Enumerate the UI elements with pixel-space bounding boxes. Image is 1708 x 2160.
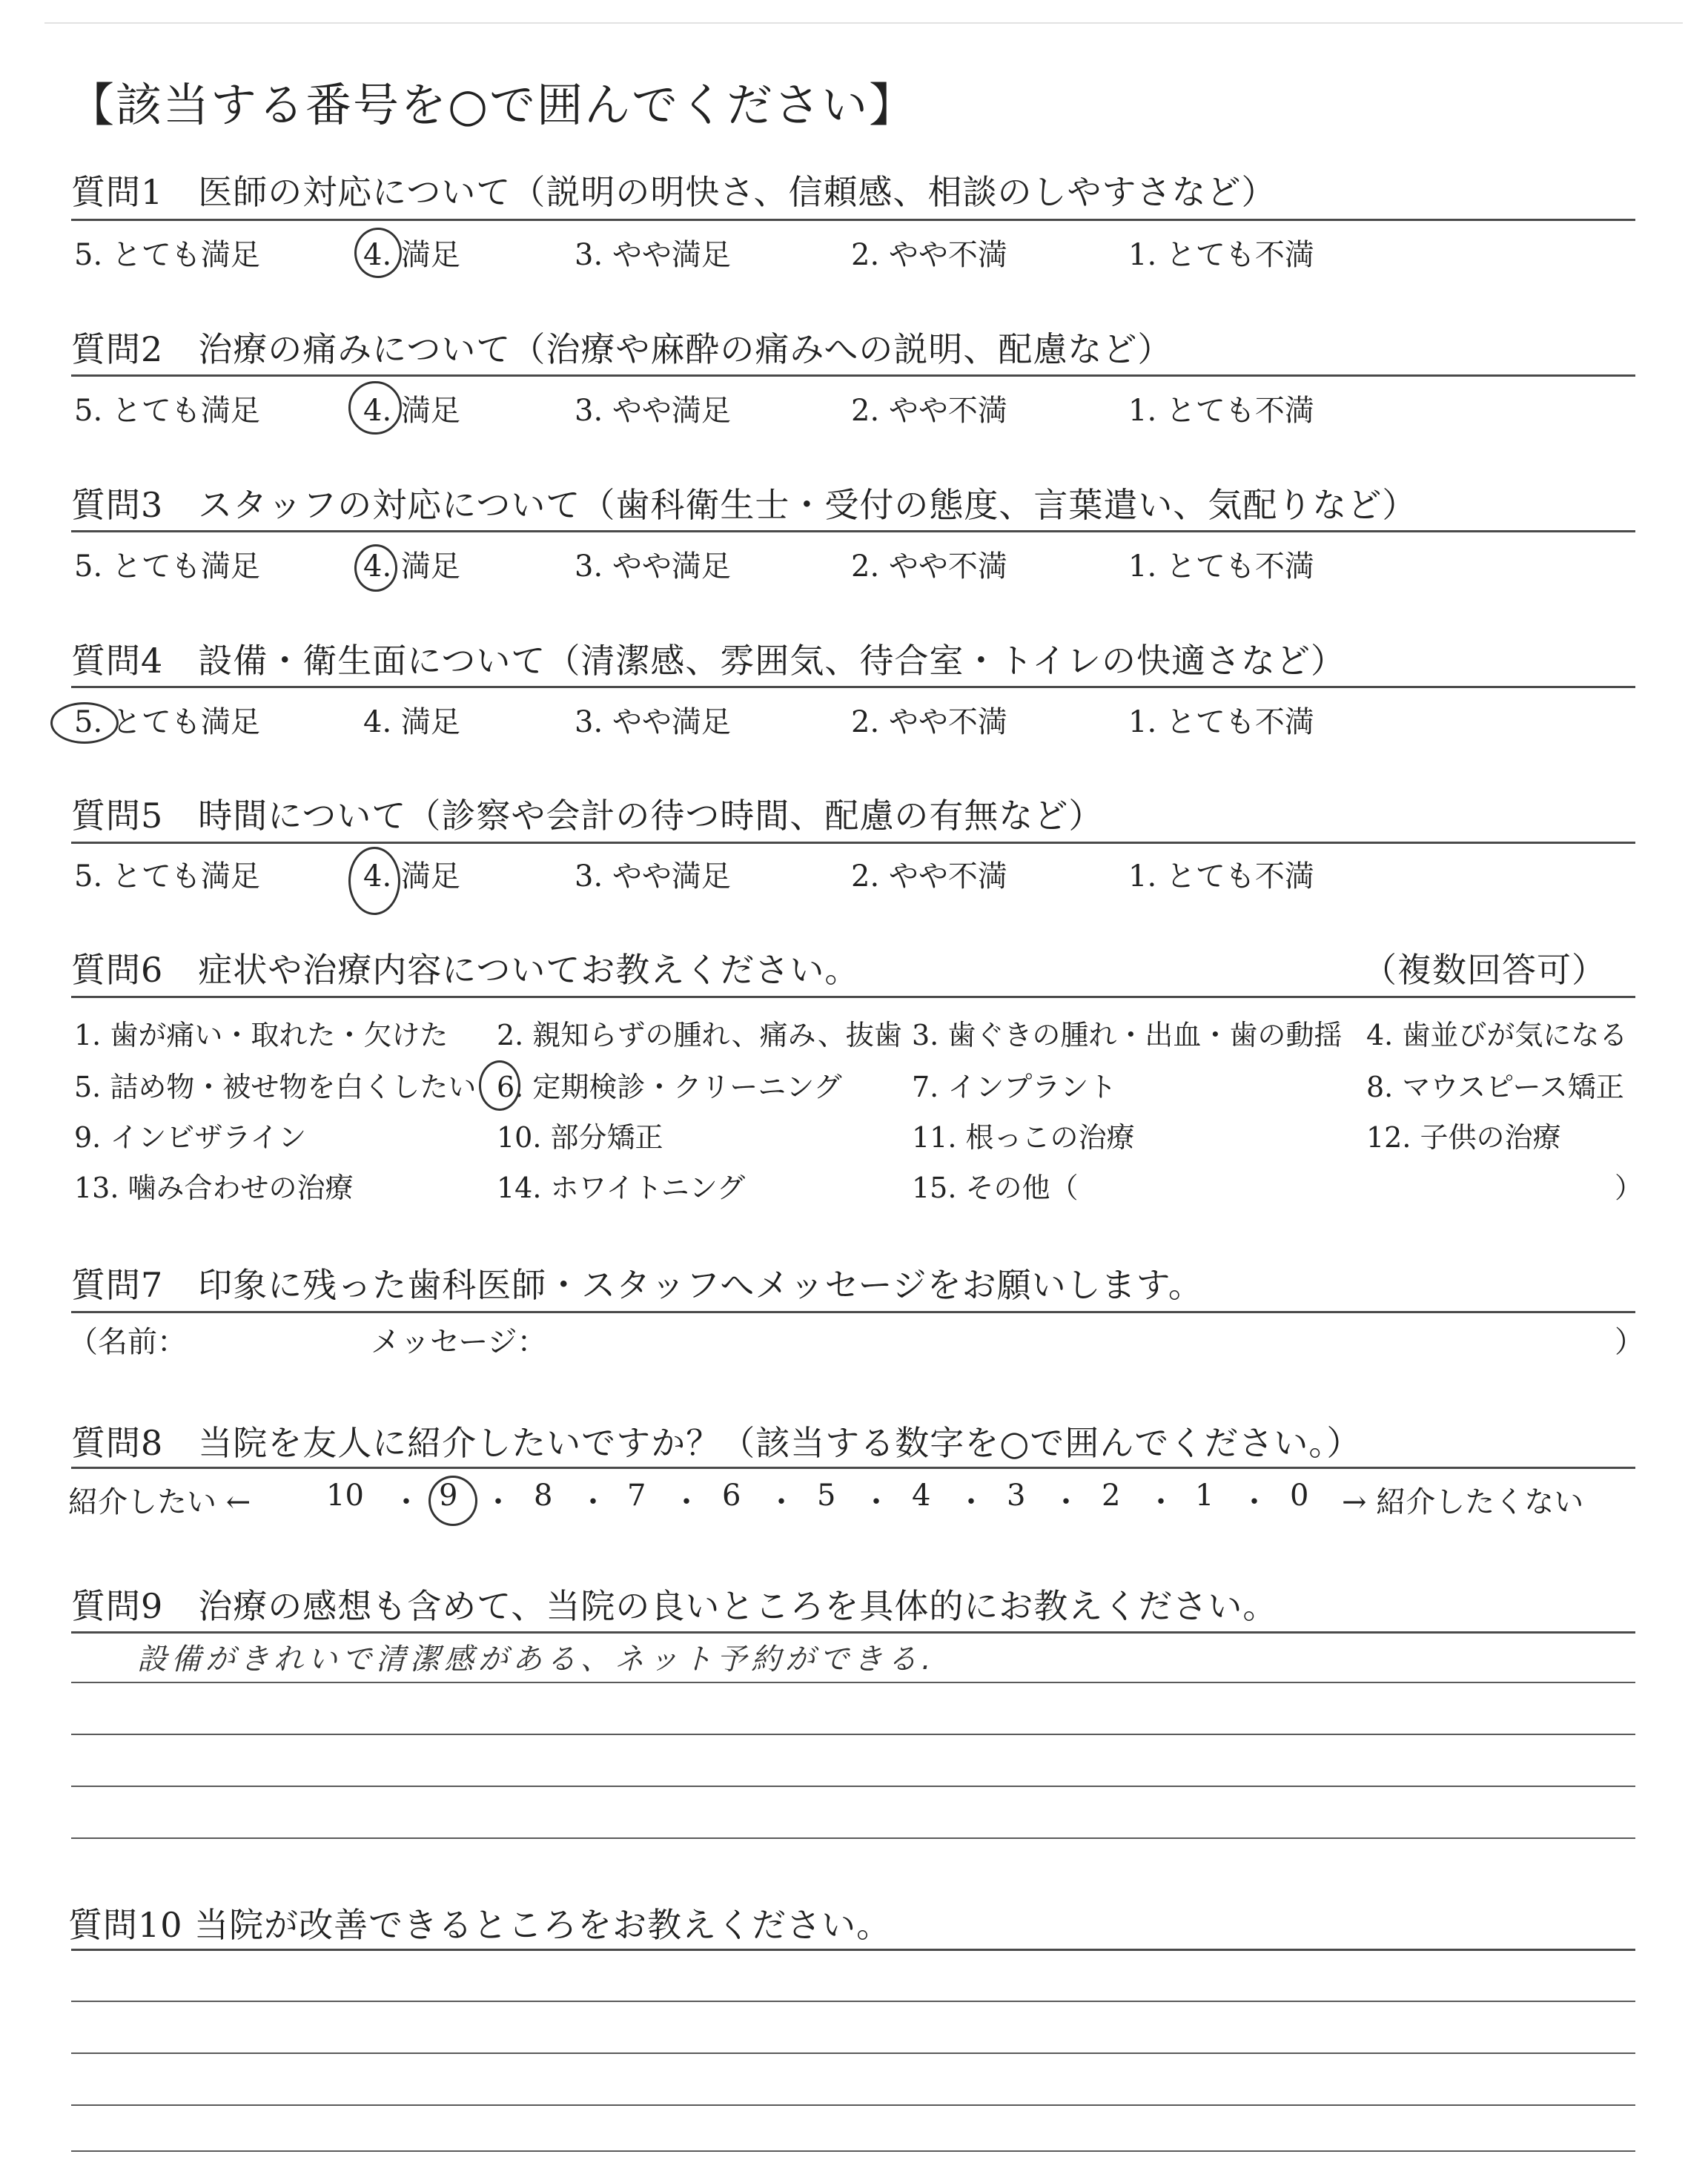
q8-separator: ・ — [956, 1485, 986, 1519]
question-6-header: 質問6 症状や治療内容についてお教えください。 — [71, 950, 860, 990]
q4-answer-circle-mark — [50, 702, 119, 744]
q2-option-4[interactable]: 4. 満足 — [363, 394, 460, 428]
q6-item-12[interactable]: 12. 子供の治療 — [1366, 1121, 1561, 1154]
q6-item-8[interactable]: 8. マウスピース矯正 — [1366, 1071, 1624, 1103]
q8-separator: ・ — [861, 1485, 891, 1519]
q6-item-2[interactable]: 2. 親知らずの腫れ、痛み、抜歯 — [497, 1019, 902, 1051]
q3-option-5[interactable]: 5. とても満足 — [74, 549, 260, 584]
q10-answer-line — [71, 2052, 1635, 2054]
page-top-edge — [44, 22, 1683, 24]
question-6-note: （複数回答可） — [1363, 950, 1606, 990]
q6-item-10[interactable]: 10. 部分矯正 — [497, 1121, 663, 1154]
q5-option-2[interactable]: 2. やや不満 — [851, 859, 1007, 894]
q6-item-15[interactable]: 15. その他（ — [912, 1172, 1079, 1204]
q8-separator: ・ — [1239, 1485, 1269, 1519]
q6-item-13[interactable]: 13. 噛み合わせの治療 — [74, 1172, 354, 1204]
question-2-header: 質問2 治療の痛みについて（治療や麻酔の痛みへの説明、配慮など） — [71, 329, 1173, 369]
q4-option-5[interactable]: 5. とても満足 — [74, 705, 260, 739]
q8-score-4[interactable]: 4 — [912, 1479, 931, 1513]
q5-option-3[interactable]: 3. やや満足 — [575, 859, 731, 894]
question-4-rule — [71, 686, 1635, 688]
q1-option-4[interactable]: 4. 満足 — [363, 238, 460, 272]
q7-name-label: （名前： — [68, 1325, 187, 1359]
question-10-header: 質問10 当院が改善できるところをお教えください。 — [68, 1905, 892, 1945]
q8-score-1[interactable]: 1 — [1195, 1479, 1214, 1513]
question-2-rule — [71, 374, 1635, 377]
q8-score-7[interactable]: 7 — [627, 1479, 646, 1513]
q8-separator: ・ — [767, 1485, 796, 1519]
q8-score-5[interactable]: 5 — [817, 1479, 836, 1513]
q7-message-label: メッセージ： — [371, 1325, 547, 1359]
q1-option-1[interactable]: 1. とても不満 — [1128, 238, 1314, 272]
question-6-rule — [71, 996, 1635, 998]
q8-answer-circle-mark — [428, 1476, 477, 1526]
q8-separator: ・ — [672, 1485, 701, 1519]
q4-option-1[interactable]: 1. とても不満 — [1128, 705, 1314, 739]
q9-answer-line — [71, 1786, 1635, 1787]
q8-score-0[interactable]: 0 — [1290, 1479, 1309, 1513]
q3-option-4[interactable]: 4. 満足 — [363, 549, 460, 584]
q10-answer-line — [71, 2001, 1635, 2002]
q6-item-9[interactable]: 9. インビザライン — [74, 1121, 307, 1154]
question-1-header: 質問1 医師の対応について（説明の明快さ、信頼感、相談のしやすさなど） — [71, 172, 1277, 212]
q8-separator: ・ — [1051, 1485, 1081, 1519]
question-7-header: 質問7 印象に残った歯科医師・スタッフへメッセージをお願いします。 — [71, 1265, 1203, 1305]
q9-answer-line — [71, 1734, 1635, 1735]
q1-answer-circle-mark — [354, 228, 402, 278]
q3-option-1[interactable]: 1. とても不満 — [1128, 549, 1314, 584]
q9-answer-line — [71, 1837, 1635, 1839]
q7-close-paren: ） — [1615, 1325, 1644, 1359]
q6-item-11[interactable]: 11. 根っこの治療 — [912, 1121, 1135, 1154]
q6-item-3[interactable]: 3. 歯ぐきの腫れ・出血・歯の動揺 — [912, 1019, 1343, 1051]
q3-option-3[interactable]: 3. やや満足 — [575, 549, 731, 584]
q5-option-1[interactable]: 1. とても不満 — [1128, 859, 1314, 894]
q2-option-3[interactable]: 3. やや満足 — [575, 394, 731, 428]
question-3-rule — [71, 530, 1635, 532]
q5-answer-circle-mark — [348, 847, 400, 915]
q8-score-8[interactable]: 8 — [534, 1479, 553, 1513]
q6-item-14[interactable]: 14. ホワイトニング — [497, 1172, 746, 1204]
question-7-rule — [71, 1311, 1635, 1313]
q8-score-3[interactable]: 3 — [1007, 1479, 1026, 1513]
q1-option-5[interactable]: 5. とても満足 — [74, 238, 260, 272]
q6-item-5[interactable]: 5. 詰め物・被せ物を白くしたい — [74, 1071, 477, 1103]
question-9-header: 質問9 治療の感想も含めて、当院の良いところを具体的にお教えください。 — [71, 1586, 1278, 1626]
q6-item-7[interactable]: 7. インプラント — [912, 1071, 1117, 1103]
q2-option-1[interactable]: 1. とても不満 — [1128, 394, 1314, 428]
q5-option-4[interactable]: 4. 満足 — [363, 859, 460, 894]
q6-item-15-close: ） — [1615, 1172, 1644, 1204]
q8-separator: ・ — [1146, 1485, 1176, 1519]
q6-item-1[interactable]: 1. 歯が痛い・取れた・欠けた — [74, 1019, 448, 1051]
q1-option-3[interactable]: 3. やや満足 — [575, 238, 731, 272]
q6-item-4[interactable]: 4. 歯並びが気になる — [1366, 1019, 1628, 1051]
q8-score-6[interactable]: 6 — [722, 1479, 741, 1513]
q8-separator: ・ — [391, 1485, 421, 1519]
q1-option-2[interactable]: 2. やや不満 — [851, 238, 1007, 272]
q2-option-2[interactable]: 2. やや不満 — [851, 394, 1007, 428]
question-5-header: 質問5 時間について（診察や会計の待つ時間、配慮の有無など） — [71, 796, 1104, 836]
question-8-rule — [71, 1467, 1635, 1469]
q3-answer-circle-mark — [354, 544, 397, 592]
q8-separator: ・ — [483, 1485, 513, 1519]
q4-option-3[interactable]: 3. やや満足 — [575, 705, 731, 739]
question-8-header: 質問8 当院を友人に紹介したいですか？（該当する数字を○で囲んでください。） — [71, 1423, 1362, 1463]
question-3-header: 質問3 スタッフの対応について（歯科衛生士・受付の態度、言葉遣い、気配りなど） — [71, 485, 1417, 525]
question-9-rule — [71, 1631, 1635, 1634]
q8-score-2[interactable]: 2 — [1102, 1479, 1121, 1513]
question-10-rule — [71, 1949, 1635, 1951]
q8-score-9[interactable]: 9 — [439, 1479, 458, 1513]
q6-item-6[interactable]: 6. 定期検診・クリーニング — [497, 1071, 842, 1103]
q4-option-4[interactable]: 4. 満足 — [363, 705, 460, 739]
q2-option-5[interactable]: 5. とても満足 — [74, 394, 260, 428]
q2-answer-circle-mark — [348, 381, 402, 435]
q10-answer-line — [71, 2150, 1635, 2152]
page-title: 【該当する番号を○で囲んでください】 — [68, 78, 917, 132]
q10-answer-line — [71, 2104, 1635, 2106]
q6-answer-circle-mark — [479, 1060, 520, 1111]
q5-option-5[interactable]: 5. とても満足 — [74, 859, 260, 894]
question-4-header: 質問4 設備・衛生面について（清潔感、雰囲気、待合室・トイレの快適さなど） — [71, 641, 1346, 681]
question-1-rule — [71, 219, 1635, 221]
q8-left-label: 紹介したい ← — [68, 1485, 251, 1519]
q8-right-label: → 紹介したくない — [1342, 1485, 1584, 1519]
q8-separator: ・ — [578, 1485, 608, 1519]
q9-answer-line — [71, 1682, 1635, 1683]
question-5-rule — [71, 842, 1635, 844]
q9-handwritten-answer[interactable]: 設備がきれいで清潔感がある、ネット予約ができる. — [137, 1642, 936, 1677]
q4-option-2[interactable]: 2. やや不満 — [851, 705, 1007, 739]
q8-score-10[interactable]: 10 — [326, 1479, 364, 1513]
q3-option-2[interactable]: 2. やや不満 — [851, 549, 1007, 584]
